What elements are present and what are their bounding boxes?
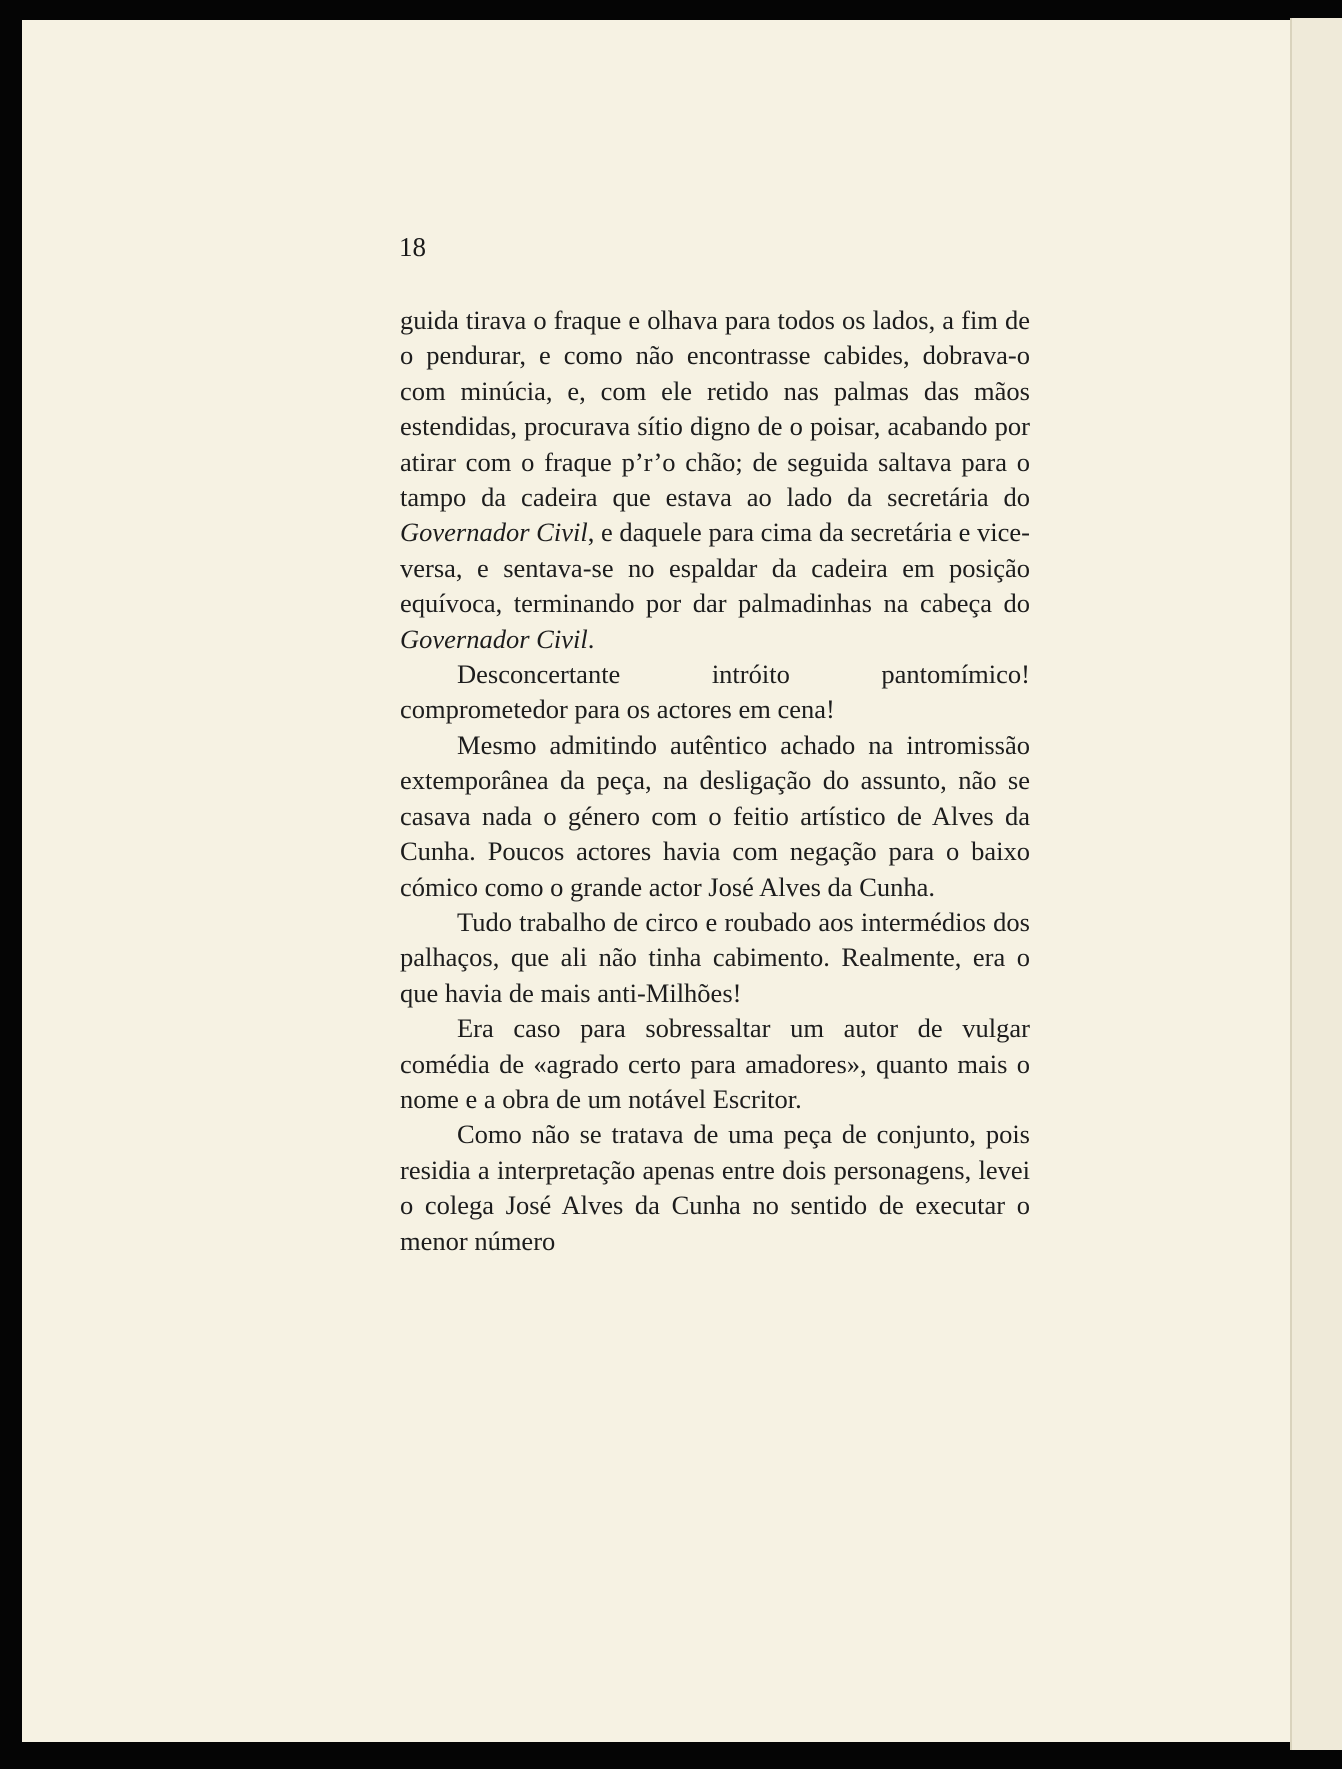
- text-run: Como não se tratava de uma peça de conjunto, pois residia a interpretação apenas entre dois personagens, levei o colega José Alves da Cunha no sentido de executar o menor número: [400, 1119, 1030, 1256]
- paragraph: [400, 905, 1030, 1011]
- text-run: .: [587, 623, 595, 654]
- text-run: Desconcertante intróito pantomímico! comprometedor para os actores em cena!: [400, 659, 1030, 725]
- text-run: Era caso para sobressaltar um autor de vulgar comédia de «agrado certo para amadores», quanto mais o nome e a obra de um notável Escritor.: [400, 1013, 1030, 1114]
- paragraph: [400, 657, 1030, 728]
- page-number: 18: [399, 232, 426, 262]
- text-run: Mesmo admitindo autêntico achado na intromissão extemporânea da peça, na desligação do assunto, não se casava nada o género com o feitio artístico de Alves da Cunha. Poucos actores havia com negação para o baixo cómico como o grande actor José Alves da Cunha.: [400, 729, 1030, 902]
- paragraph: [400, 303, 1030, 657]
- italic-text: Governador Civil: [400, 623, 588, 654]
- paragraph: [400, 1011, 1030, 1117]
- text-run: Tudo trabalho de circo e roubado aos intermédios dos palhaços, que ali não tinha cabimento. Realmente, era o que havia de mais anti-Milhões!: [400, 906, 1030, 1008]
- text-run: , e daquele para cima da secretária e vice-versa, e sentava-se no espaldar da cadeira em posição equívoca, terminando por dar palmadinhas na cabeça do: [400, 517, 1031, 619]
- book-page: [22, 20, 1292, 1742]
- text-run: guida tirava o fraque e olhava para todos os lados, a fim de o pendurar, e como não encontrasse cabides, dobrava-o com minúcia, e, com ele retido nas palmas das mãos estendidas, procurava sítio digno de o poisar, acabando por atirar com o fraque p’r’o chão; de seguida saltava para o tampo da cadeira que estava ao lado da secretária do: [400, 305, 1030, 513]
- italic-text: Governador Civil: [400, 517, 588, 548]
- paragraph: [400, 728, 1030, 905]
- adjacent-page-edge: [1290, 18, 1342, 1750]
- paragraph: [400, 1117, 1030, 1259]
- body-text: [400, 303, 1030, 1259]
